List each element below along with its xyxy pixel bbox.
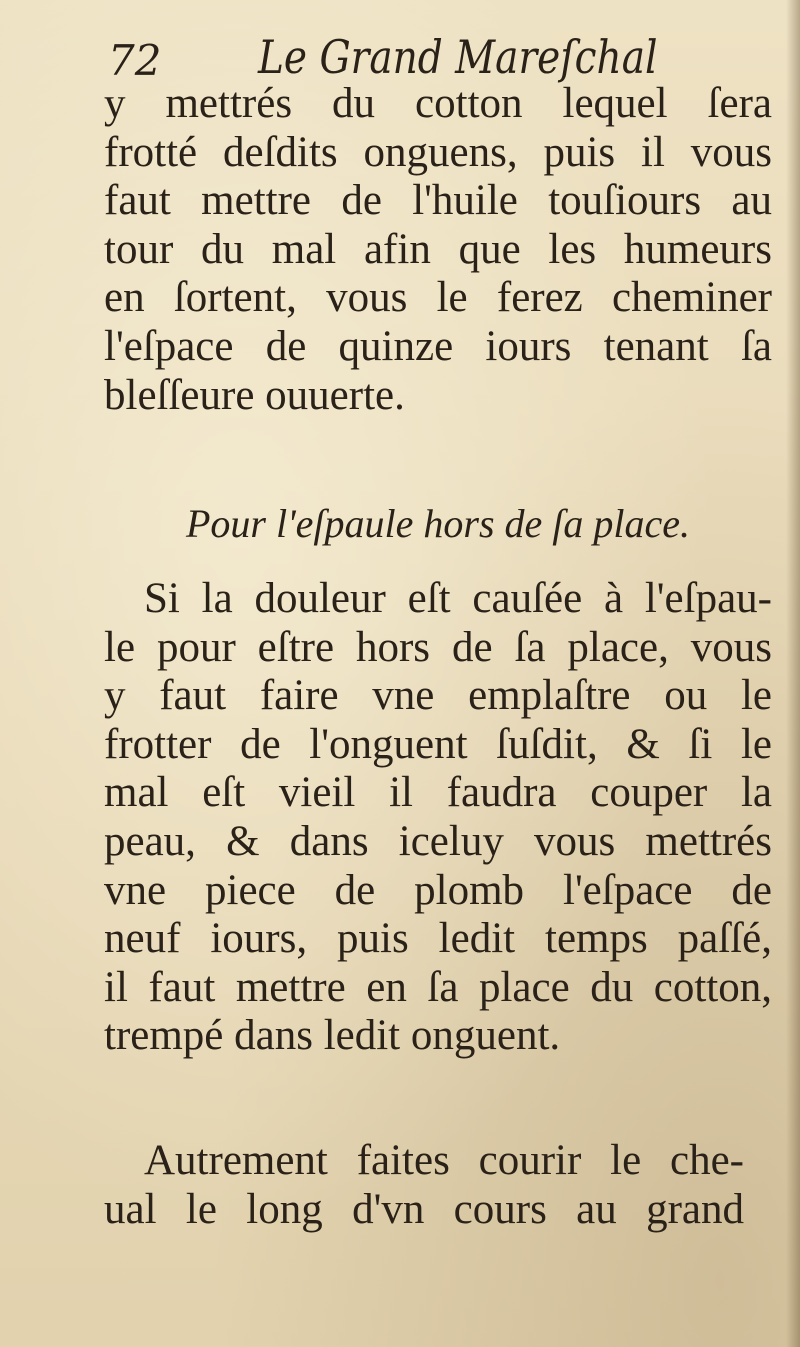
- text-line: il faut mettre en ſa place du cotton,: [104, 963, 772, 1011]
- text-line: Autrement faites courir le che-: [144, 1137, 744, 1184]
- text-line: y faut faire vne emplaſtre ou le: [104, 672, 772, 720]
- paragraph-1: [104, 80, 772, 420]
- text-line: mal eſt vieil il faudra couper la: [104, 769, 772, 817]
- text-line: frotté deſdits onguens, puis il vous: [104, 128, 772, 176]
- paragraph-3: [104, 1137, 744, 1234]
- text-line: peau, & dans iceluy vous mettrés: [104, 817, 772, 865]
- text-line: bleſſeure ouuerte.: [104, 371, 405, 419]
- running-head: Le Grand Mareſchal: [258, 30, 658, 84]
- text-line: neuf iours, puis ledit temps paſſé,: [104, 915, 772, 963]
- text-line: trempé dans ledit onguent.: [104, 1012, 561, 1060]
- section-heading: Pour l'eſpaule hors de ſa place.: [186, 501, 691, 546]
- text-line: vne piece de plomb l'eſpace de: [104, 866, 772, 914]
- text-line: faut mettre de l'huile touſiours au: [104, 177, 772, 225]
- text-line: Si la douleur eſt cauſée à l'eſpau-: [144, 575, 772, 622]
- text-line: en ſortent, vous le ferez cheminer: [104, 274, 772, 322]
- paragraph-2: [104, 575, 772, 1061]
- text-line: ual le long d'vn cours au grand: [104, 1185, 744, 1233]
- text-line: le pour eſtre hors de ſa place, vous: [104, 623, 772, 671]
- text-line: l'eſpace de quinze iours tenant ſa: [104, 322, 772, 370]
- page-number: 72: [108, 36, 162, 85]
- page-gutter-shadow: [786, 0, 800, 1347]
- text-line: y mettrés du cotton lequel ſera: [104, 80, 772, 127]
- text-line: tour du mal afin que les humeurs: [104, 225, 772, 273]
- text-line: frotter de l'onguent ſuſdit, & ſi le: [104, 720, 772, 768]
